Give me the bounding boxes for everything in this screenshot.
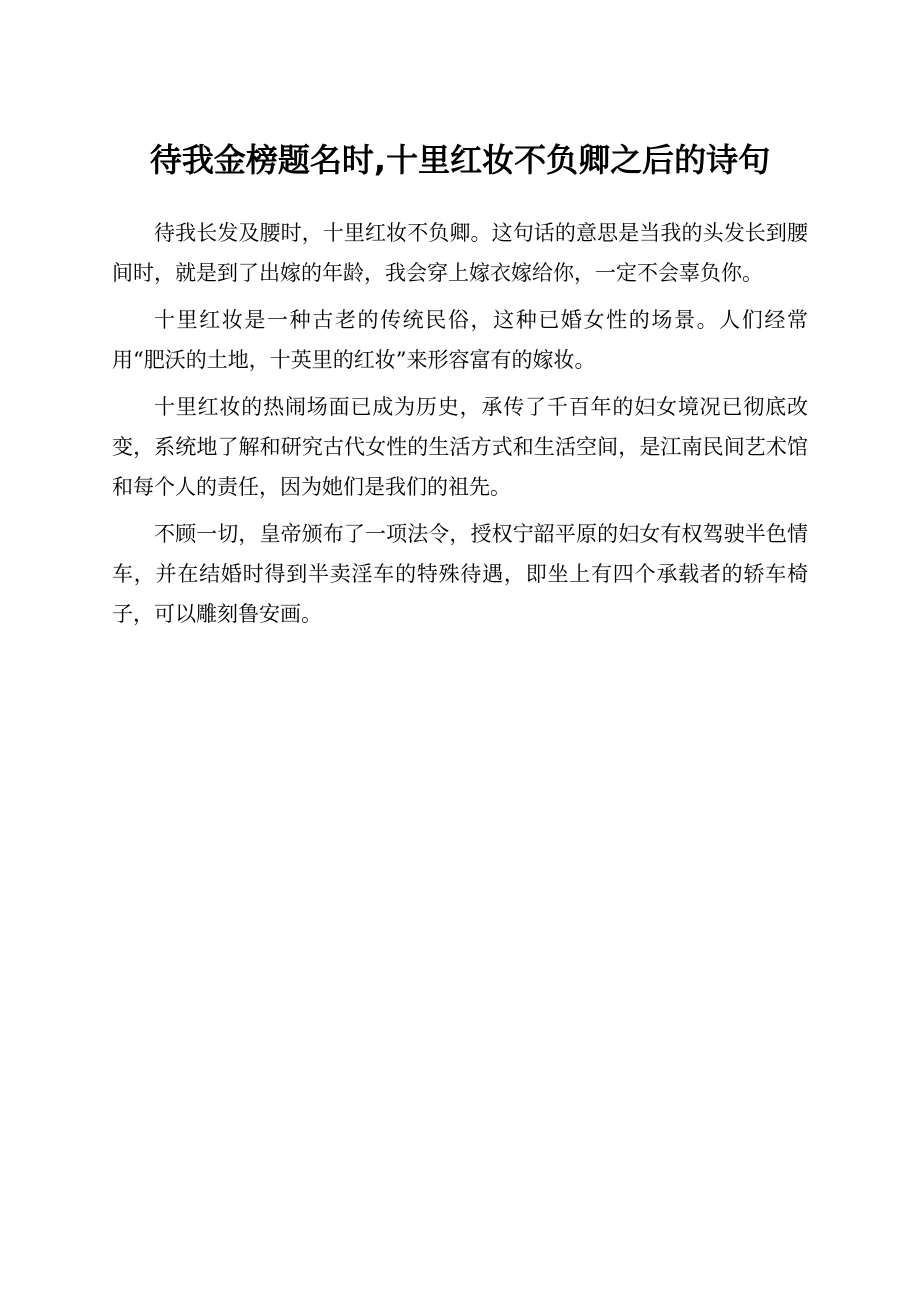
- paragraph-4: 不顾一切，皇帝颁布了一项法令，授权宁韶平原的妇女有权驾驶半色情车，并在结婚时得到半卖淫车的特殊待遇，即坐上有四个承载者的轿车椅子，可以雕刻鲁安画。: [112, 522, 808, 626]
- paragraph-2: 十里红妆是一种古老的传统民俗，这种已婚女性的场景。人们经常用“肥沃的土地，十英里的红妆”来形容富有的嫁妆。: [112, 308, 808, 372]
- document-body: [112, 213, 808, 641]
- paragraph-1: 待我长发及腰时，十里红妆不负卿。这句话的意思是当我的头发长到腰间时，就是到了出嫁的年龄，我会穿上嫁衣嫁给你，一定不会辜负你。: [112, 221, 808, 285]
- document-title: 待我金榜题名时,十里红妆不负卿之后的诗句: [149, 141, 771, 180]
- paragraph-3: 十里红妆的热闹场面已成为历史，承传了千百年的妇女境况已彻底改变，系统地了解和研究古代女性的生活方式和生活空间，是江南民间艺术馆和每个人的责任，因为她们是我们的祖先。: [112, 395, 808, 499]
